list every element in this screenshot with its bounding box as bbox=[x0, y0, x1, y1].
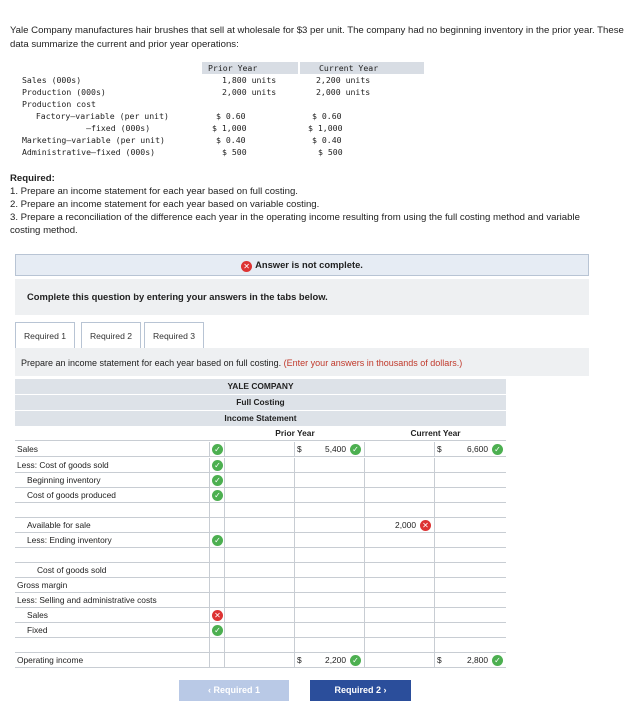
row-label: Available for sale bbox=[15, 518, 210, 533]
required-item: 3. Prepare a reconciliation of the difference each year in the operating income resulting from using the full costing method and variable costing method. bbox=[10, 212, 580, 236]
answer-status-text: Answer is not complete. bbox=[255, 259, 363, 270]
tab-required-1[interactable]: Required 1 bbox=[15, 322, 75, 348]
row-label: Gross margin bbox=[15, 578, 210, 593]
tab-hint: (Enter your answers in thousands of dollars.) bbox=[283, 358, 463, 368]
table-row bbox=[15, 623, 506, 638]
correct-check-icon: ✓ bbox=[350, 655, 361, 666]
statement-method: Full Costing bbox=[15, 395, 506, 410]
instruction-text: Complete this question by entering your answers in the tabs below. bbox=[15, 279, 589, 315]
chevron-right-icon: › bbox=[381, 685, 387, 695]
data-row: –fixed (000s) $ 1,000 $ 1,000 bbox=[22, 123, 343, 133]
incorrect-x-icon: ✕ bbox=[420, 520, 431, 531]
table-row bbox=[15, 488, 506, 503]
current-sales-input[interactable]: $ 6,600 ✓ bbox=[435, 442, 506, 457]
answer-status-banner bbox=[15, 254, 589, 276]
correct-check-icon: ✓ bbox=[212, 460, 223, 471]
table-row bbox=[15, 638, 506, 653]
data-row: Production cost bbox=[22, 99, 96, 109]
row-label: Less: Selling and administrative costs bbox=[15, 593, 210, 608]
table-row bbox=[15, 473, 506, 488]
correct-check-icon: ✓ bbox=[212, 490, 223, 501]
table-row bbox=[15, 593, 506, 608]
current-available-input[interactable]: 2,000 ✕ bbox=[365, 518, 435, 533]
table-row bbox=[15, 518, 506, 533]
required-item: 2. Prepare an income statement for each year based on variable costing. bbox=[10, 199, 320, 210]
statement-company: YALE COMPANY bbox=[15, 379, 506, 394]
data-row: Production (000s) 2,000 units 2,000 units bbox=[22, 87, 371, 97]
row-label[interactable]: Sales bbox=[15, 608, 210, 623]
data-row: Administrative–fixed (000s) $ 500 $ 500 bbox=[22, 147, 343, 157]
data-row: Sales (000s) 1,800 units 2,200 units bbox=[22, 75, 371, 85]
table-row bbox=[15, 578, 506, 593]
table-row bbox=[15, 442, 506, 457]
row-label[interactable]: Cost of goods produced bbox=[15, 488, 210, 503]
table-row bbox=[15, 548, 506, 563]
statement-title: Income Statement bbox=[15, 411, 506, 426]
correct-check-icon: ✓ bbox=[212, 475, 223, 486]
table-row bbox=[15, 653, 506, 668]
table-row bbox=[15, 608, 506, 623]
row-label[interactable]: Less: Ending inventory bbox=[15, 533, 210, 548]
row-label: Cost of goods sold bbox=[15, 563, 210, 578]
correct-check-icon: ✓ bbox=[212, 625, 223, 636]
tab-prompt bbox=[15, 348, 589, 376]
data-row: Marketing–variable (per unit) $ 0.40 $ 0.40 bbox=[22, 135, 342, 145]
correct-check-icon: ✓ bbox=[212, 535, 223, 546]
column-prior-year: Prior Year bbox=[275, 428, 315, 438]
data-row: Factory–variable (per unit) $ 0.60 $ 0.60 bbox=[26, 111, 342, 121]
data-col-current: Current Year bbox=[319, 63, 379, 73]
row-label[interactable]: Less: Cost of goods sold bbox=[15, 458, 210, 473]
statement-column-headers bbox=[15, 426, 506, 441]
row-label[interactable]: Sales bbox=[15, 442, 210, 457]
prior-sales-input[interactable]: $ 5,400 ✓ bbox=[295, 442, 365, 457]
row-label[interactable]: Beginning inventory bbox=[15, 473, 210, 488]
table-row bbox=[15, 503, 506, 518]
tab-required-3[interactable]: Required 3 bbox=[144, 322, 204, 348]
correct-check-icon: ✓ bbox=[492, 444, 503, 455]
row-label: Operating income bbox=[15, 653, 210, 668]
row-label[interactable]: Fixed bbox=[15, 623, 210, 638]
error-icon: ✕ bbox=[241, 261, 252, 272]
prev-tab-button[interactable]: ‹ Required 1 bbox=[179, 680, 289, 701]
tab-prompt-text: Prepare an income statement for each year based on full costing. bbox=[21, 358, 282, 368]
data-col-prior: Prior Year bbox=[208, 63, 258, 73]
next-tab-button[interactable]: Required 2 › bbox=[310, 680, 411, 701]
column-current-year: Current Year bbox=[410, 428, 461, 438]
prior-operating-income-input[interactable]: $ 2,200 ✓ bbox=[295, 653, 365, 668]
chevron-left-icon: ‹ bbox=[207, 685, 214, 695]
problem-intro: Yale Company manufactures hair brushes that sell at wholesale for $3 per unit. The company had no beginning inventory in the prior year. These data summarize the current and prior year operations: bbox=[10, 25, 624, 50]
incorrect-x-icon: ✕ bbox=[212, 610, 223, 621]
current-operating-income-input[interactable]: $ 2,800 ✓ bbox=[435, 653, 506, 668]
correct-check-icon: ✓ bbox=[350, 444, 361, 455]
table-row bbox=[15, 533, 506, 548]
table-row bbox=[15, 458, 506, 473]
required-section bbox=[10, 172, 610, 237]
required-heading: Required: bbox=[10, 173, 55, 184]
correct-check-icon: ✓ bbox=[492, 655, 503, 666]
required-item: 1. Prepare an income statement for each year based on full costing. bbox=[10, 186, 298, 197]
table-row bbox=[15, 563, 506, 578]
correct-check-icon: ✓ bbox=[212, 444, 223, 455]
tab-required-2[interactable]: Required 2 bbox=[81, 322, 141, 348]
